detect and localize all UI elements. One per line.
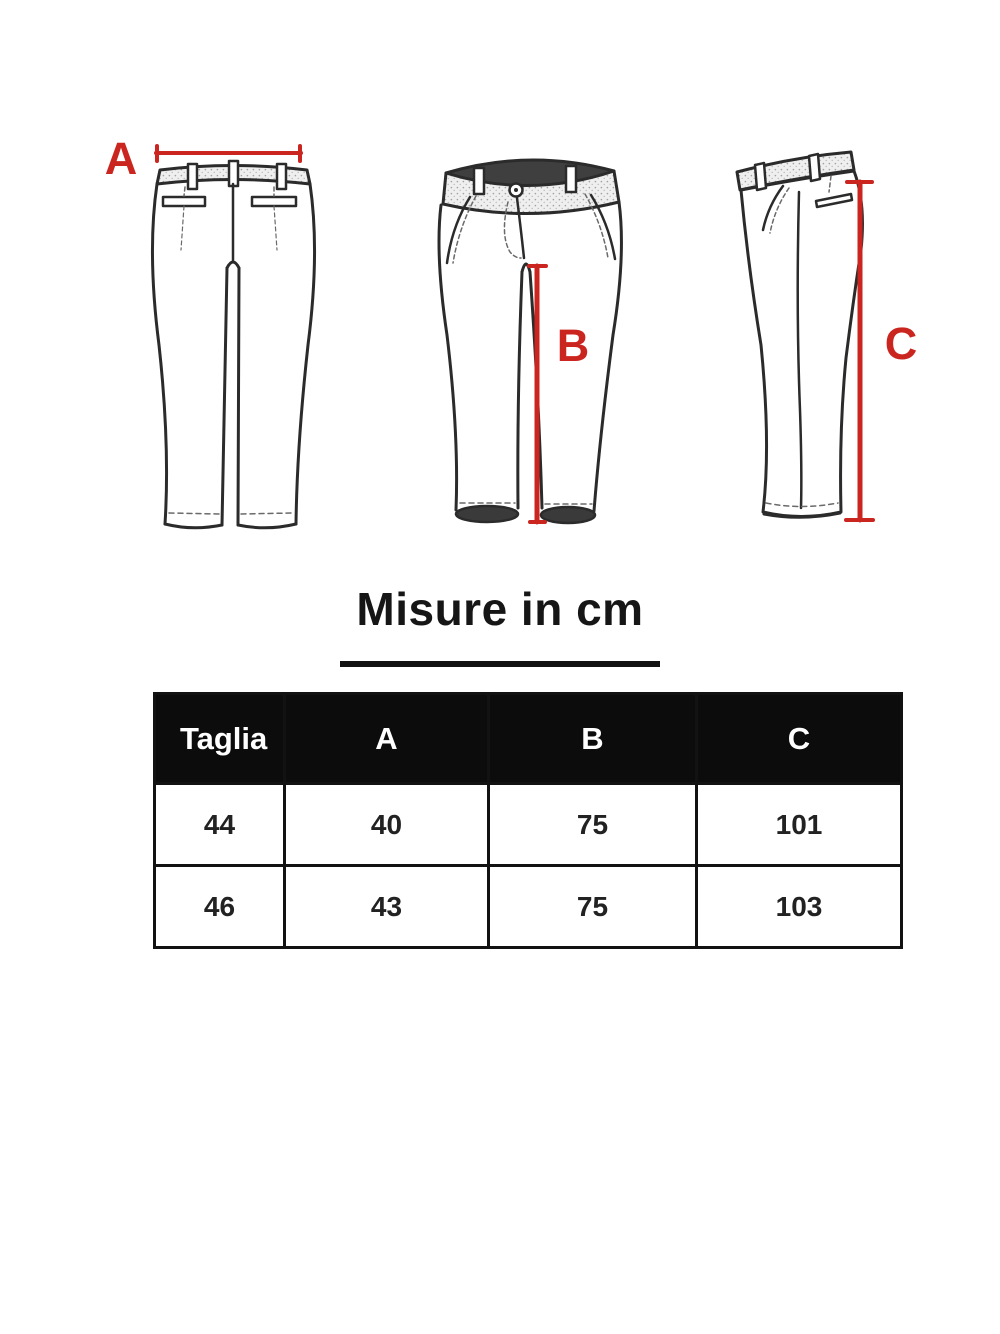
- belt-loop-icon: [809, 154, 820, 181]
- size-table: [153, 692, 903, 949]
- pants-side-view-drawing: [737, 152, 862, 517]
- table-row-size-44: [155, 784, 902, 866]
- measure-label-b: B: [556, 320, 590, 371]
- belt-loop-icon: [474, 168, 484, 194]
- belt-loop-icon: [229, 161, 238, 186]
- cell-measure-b: 75: [489, 866, 697, 948]
- cell-measure-a: 40: [285, 784, 489, 866]
- pants-front-view-drawing: [439, 160, 621, 523]
- page-title: Misure in cm: [356, 583, 644, 635]
- belt-loop-icon: [566, 166, 576, 192]
- pants-measure-diagram: [0, 0, 1000, 560]
- belt-loop-icon: [755, 163, 766, 190]
- measure-b: [529, 266, 589, 522]
- leg-opening: [541, 507, 595, 523]
- pants-back-view-drawing: [152, 161, 314, 528]
- title-underline: [340, 661, 660, 667]
- measure-label-a: A: [104, 133, 138, 184]
- leg-opening: [456, 506, 518, 522]
- header-cell-a: A: [285, 694, 489, 784]
- size-table-body: [155, 784, 902, 948]
- header-cell-c: C: [697, 694, 902, 784]
- cell-size: 44: [155, 784, 285, 866]
- back-pocket-icon: [163, 197, 205, 206]
- title-block: [0, 584, 1000, 667]
- header-cell-taglia: Taglia: [155, 694, 285, 784]
- measure-label-c: C: [884, 318, 918, 369]
- header-cell-b: B: [489, 694, 697, 784]
- cell-size: 46: [155, 866, 285, 948]
- table-row-size-46: [155, 866, 902, 948]
- back-pocket-icon: [252, 197, 296, 206]
- size-table-header: [155, 694, 902, 784]
- cell-measure-a: 43: [285, 866, 489, 948]
- cell-measure-c: 101: [697, 784, 902, 866]
- belt-loop-icon: [277, 164, 286, 189]
- cell-measure-c: 103: [697, 866, 902, 948]
- belt-loop-icon: [188, 164, 197, 189]
- table-header-row: [155, 694, 902, 784]
- cell-measure-b: 75: [489, 784, 697, 866]
